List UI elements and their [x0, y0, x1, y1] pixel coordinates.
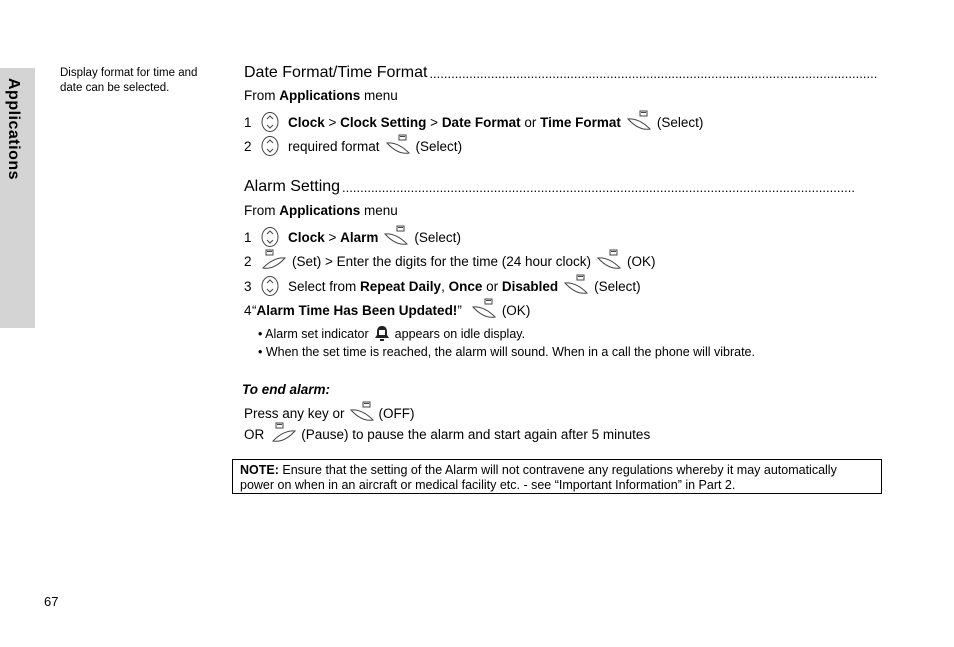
left-soft-key-icon [270, 422, 298, 446]
note-label: NOTE: [240, 463, 279, 477]
end-alarm-line-2 [244, 422, 650, 446]
step-text: required format [288, 138, 380, 154]
bullet-alarm-sound [258, 345, 755, 359]
date-format-title: Date Format/Time Format [244, 64, 428, 81]
menu-alarm: Alarm [340, 229, 379, 245]
from-menu: Applications [279, 88, 361, 103]
bullet-alarm-indicator [258, 325, 525, 342]
action-ok: (OK) [627, 253, 656, 269]
note-text: Ensure that the setting of the Alarm will not contravene any regulations whereby it may automatically power on when in an aircraft or medical facility etc. - see “Important Information” in Part 2. [240, 463, 837, 492]
bullet-text: appears on idle display. [394, 326, 526, 341]
menu-date-format: Date Format [441, 114, 521, 130]
alarm-bell-icon [374, 325, 390, 342]
action-off: (OFF) [378, 405, 415, 421]
or-text: or [520, 114, 541, 130]
updated-message: Alarm Time Has Been Updated! [256, 302, 458, 318]
menu-time-format: Time Format [540, 114, 621, 130]
right-soft-key-icon [625, 110, 653, 134]
alarm-from-line [244, 203, 398, 218]
or-text: or [482, 278, 502, 294]
side-note: Display format for time and date can be selected. [60, 67, 198, 94]
from-prefix: From [244, 88, 280, 103]
step-number: 1 [244, 229, 252, 245]
leader-dots: .............................................................................................................................................. [342, 180, 855, 195]
action-select: (Select) [594, 278, 641, 294]
navigation-key-icon [260, 111, 280, 133]
alarm-step-3 [244, 274, 641, 298]
leader-dots: ............................................................................................................................ [429, 66, 878, 81]
note-box [232, 459, 882, 494]
bullet-text: • Alarm set indicator [258, 326, 369, 341]
option-disabled: Disabled [501, 278, 559, 294]
date-format-heading [244, 64, 879, 82]
action-select: (Select) [414, 229, 461, 245]
alarm-step-1 [244, 225, 461, 249]
navigation-key-icon [260, 226, 280, 248]
step-text: Select from [288, 278, 361, 294]
separator: , [441, 278, 449, 294]
menu-clock: Clock [288, 114, 325, 130]
quote-open: “ [252, 302, 257, 318]
option-repeat-daily: Repeat Daily [360, 278, 442, 294]
step-text: (Set) > Enter the digits for the time (24 hour clock) [292, 253, 592, 269]
action-ok: (OK) [501, 302, 531, 318]
alarm-step-2 [244, 249, 656, 273]
from-suffix: menu [360, 203, 398, 218]
right-soft-key-icon [382, 225, 410, 249]
option-once: Once [448, 278, 483, 294]
alarm-setting-title: Alarm Setting [244, 178, 341, 195]
step-number: 1 [244, 114, 252, 130]
right-soft-key-icon [384, 134, 412, 158]
right-soft-key-icon [470, 298, 498, 322]
step-number: 3 [244, 278, 252, 294]
from-prefix: From [244, 203, 280, 218]
menu-clock-setting: Clock Setting [340, 114, 427, 130]
menu-clock: Clock [288, 229, 325, 245]
from-menu: Applications [279, 203, 361, 218]
or-text: OR [244, 426, 265, 442]
separator: > [324, 229, 341, 245]
right-soft-key-icon [595, 249, 623, 273]
step-number: 2 [244, 253, 252, 269]
end-alarm-text: Press any key or [244, 405, 345, 421]
separator: > [324, 114, 341, 130]
step-number: 4 [244, 302, 252, 318]
section-tab-label: Applications [5, 78, 22, 181]
navigation-key-icon [260, 275, 280, 297]
left-soft-key-icon [260, 249, 288, 273]
alarm-step-4 [244, 298, 530, 322]
from-suffix: menu [360, 88, 398, 103]
bullet-text: • When the set time is reached, the alarm will sound. When in a call the phone will vibrate. [258, 345, 755, 359]
date-from-line [244, 88, 398, 103]
alarm-setting-heading [244, 178, 879, 196]
date-step-2 [244, 134, 462, 158]
step-number: 2 [244, 138, 252, 154]
navigation-key-icon [260, 135, 280, 157]
right-soft-key-icon [562, 274, 590, 298]
page-number: 67 [44, 594, 59, 609]
separator: > [426, 114, 442, 130]
action-select: (Select) [656, 114, 704, 130]
end-alarm-text: (Pause) to pause the alarm and start again after 5 minutes [301, 426, 651, 442]
end-alarm-title: To end alarm: [242, 382, 331, 397]
action-select: (Select) [415, 138, 463, 154]
quote-close: ” [457, 302, 462, 318]
date-step-1 [244, 110, 703, 134]
